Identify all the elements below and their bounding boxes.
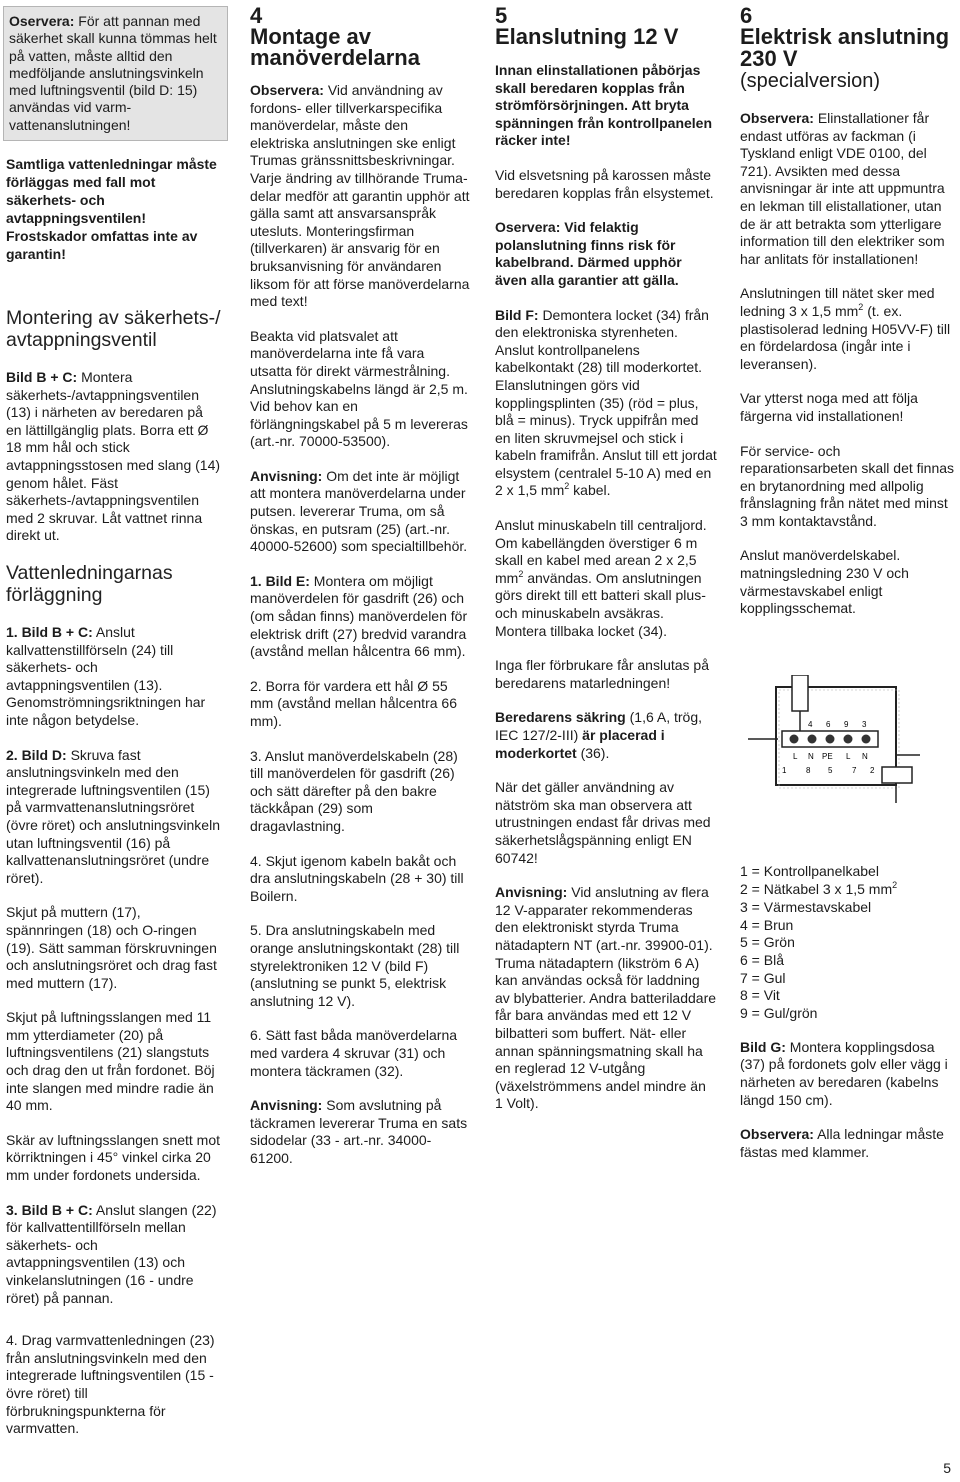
diagram-number: 5 [828,765,833,775]
paragraph-text: (t. ex. plastisolerad ledning H05VV-F) till en fördelardosa (ingår inte i leveransen). [740,302,951,372]
paragraph: Skjut på muttern (17), spännringen (18) och O-ringen (19). Sätt samman förskruvningen och anslutningsröret och drag fast med muttern (17). [6,904,217,991]
terminal-label-n: N [808,751,814,761]
paragraph: Vid elsvetsning på karossen måste beredaren kopplas från elsystemet. [495,166,714,201]
screw [862,734,871,743]
paragraph: 5. Dra anslutningskabeln med orange anslutningskontakt (28) till styrelektroniken 12 V (bild F) (anslutning se punkt 5, elektrisk anslutning 12 V). [250,922,460,1009]
terminal-label-pe: PE [822,751,833,761]
paragraph [740,1126,958,1161]
screw [844,734,853,743]
paragraph-label: Observera: [250,82,324,98]
diagram-number: 3 [862,719,867,729]
paragraph-text: Montera kopplingsdosa (37) på fordonets golv eller vägg i närheten av beredaren (kabelns längd 150 cm). [740,1038,948,1108]
terminal-label-l2: L [846,751,851,761]
paragraph [740,285,958,373]
legend-text: 2 = Nätkabel 3 x 1,5 mm [740,881,893,898]
paragraph: 2. Borra för vardera ett hål Ø 55 mm (avstånd mellan hålcentra 66 mm). [250,677,457,729]
screw [826,734,835,743]
paragraph [740,1039,958,1109]
paragraph [250,468,470,556]
paragraph-label: Anvisning: [495,884,568,901]
section-number: 6 [740,3,753,28]
wiring-diagram [748,675,933,805]
paragraph-text: Alla ledningar måste fästas med klammer. [740,1126,944,1160]
paragraph-label: Anvisning: [250,467,323,484]
paragraph: Beakta vid platsvalet att manöverdelarna inte få vara utsatta för direkt värmestrålning. Anslutningskabelns längd är 2,5 m. Vid behov kan en förlängningskabel på 5 m levereras (art.-nr. 70000-53500). [250,327,468,450]
legend-item: 7 = Gul [740,969,786,986]
paragraph-text: Om det inte är möjligt att montera manöverdelarna under putsen. levererar Truma, om så önskas, en putsram (25) (art.-nr. 40000-52600) som specialtillbehör. [250,467,468,555]
note-box [3,6,228,141]
paragraph-label: 1. Bild E: [250,572,310,589]
paragraph: Skär av luftningsslangen snett mot körriktningen i 45° vinkel cirka 20 mm under fordonets undersida. [6,1131,221,1184]
paragraph-label: 3. Bild B + C: [6,1201,93,1218]
page-number: 5 [943,1460,951,1476]
paragraph [250,1097,470,1167]
section-number: 4 [250,3,263,28]
note-label: Oservera: [9,13,75,29]
diagram-number: 4 [808,719,813,729]
paragraph-bold: är placerad i moderkortet [495,727,665,761]
legend-item: 4 = Brun [740,916,794,933]
diagram-number: 7 [852,765,857,775]
note-text: För att pannan med säkerhet skall kunna tömmas helt på vatten, måste alltid den medföljande anslutningsvinkeln med luftningsventil (bild D: 15) användas vid varm-vattenanslutningen! [9,13,217,133]
paragraph-text: Montera om möjligt manöverdelen för gasdrift (26) och (om sådan finns) manöverdelen för elektrisk drift (27) bredvid varandra (avstånd mellan hålcentra 66 mm). [250,572,468,660]
warning-text: Samtliga vattenledningar måste förläggas med fall mot säkerhets- och avtappningsventilen! Frostskador omfattas inte av garantin! [6,156,217,263]
paragraph-text: Anslut kallvattenstillförseln (24) till säkerhets- och avtappningsventilen (13). Genomströmningsriktningen har inte någon betydelse. [6,624,206,728]
screw [790,734,799,743]
diagram-number: 6 [826,719,831,729]
intro-warning: Innan elinstallationen påbörjas skall beredaren kopplas från strömförsörjningen. Att bryta spänningen från kontrollpanelen räcker inte! [495,62,713,149]
paragraph-label: 2. Bild D: [6,746,67,763]
superscript: 2 [858,301,864,312]
paragraph-label: 1. Bild B + C: [6,624,93,641]
paragraph-text: (36). [576,744,610,761]
paragraph-label: Observera: [740,1126,814,1143]
superscript: 2 [564,481,570,492]
legend-item: 9 = Gul/grön [740,1005,818,1022]
paragraph-text: användas. Om anslutningen görs direkt till ett batteri skall plus- och minuskabeln avsäkras. Montera tillbaka locket (34). [495,569,706,639]
cable-entry-2 [882,767,912,783]
paragraph: Anslut manöverdelskabel. matningsledning 230 V och värmestavskabel enligt kopplingsschemat. [740,547,909,617]
paragraph [495,307,717,501]
diagram-number: 8 [806,765,811,775]
legend-item: 3 = Värmestavskabel [740,898,872,915]
terminal-label-l: L [793,751,798,761]
paragraph-text: kabel. [569,482,611,499]
paragraph: 4. Drag varmvattenledningen (23) från anslutningsvinkeln med den integrerade luftningsventilen (15 - övre röret) till förbrukningspunkterna för varmvatten. [6,1332,215,1437]
superscript: 2 [892,880,898,891]
paragraph [495,884,717,1113]
paragraph [6,369,221,545]
paragraph: Inga fler förbrukare får anslutas på beredarens matarledningen! [495,657,710,691]
paragraph-text: Skruva fast anslutningsvinkeln med den integrerade luftningsventilen (15) på varmvattenanslutningsröret (övre röret) och anslutningsvinkeln utan luftningsventil (16) på kallvattenanslutningsröret (undre röret). [6,746,220,886]
paragraph: Skjut på luftningsslangen med 11 mm ytterdiameter (20) på luftningsventilens (21) slangstuts och drag den ut från fordonet. Böj inte slangen med mindre radie än 40 mm. [6,1009,215,1114]
paragraph [740,110,958,268]
paragraph [495,517,717,640]
paragraph-text: Demontera locket (34) från den elektroniska styrenheten. Anslut kontrollpanelens kabelkontakt (28) till moderkortet. Elanslutningen görs vid kopplingsplinten (35) (röd = plus, blå = minus). Tryck uppifrån med en liten skruvmejsel och stick i kabeln framifrån. Anslut till ett jordat elsystem (centralel 5-10 A) med en 2 x 1,5 mm [495,306,717,499]
diagram-number: 1 [782,765,787,775]
section-title: Elanslutning 12 V [495,24,679,49]
paragraph-label: Beredarens säkring [495,709,626,726]
paragraph-label: Bild G: [740,1038,786,1055]
paragraph-text: Anslut slangen (22) för kallvattentillförseln mellan säkerhets- och avtappningsventilen (13) och vinkelanslutningen (16 - undre röret) på pannan. [6,1201,217,1306]
paragraph-text: (1,6 A, trög, IEC 127/2-III) [495,709,702,743]
polarity-warning: Oservera: Vid felaktig polanslutning finns risk för kabelbrand. Därmed upphör även alla garantier att gälla. [495,219,682,288]
legend-item: 5 = Grön [740,934,795,951]
section-heading: Vattenledningarnas förläggning [6,562,173,607]
legend-item: 6 = Blå [740,951,784,968]
paragraph-text: Vid anslutning av flera 12 V-apparater rekommenderas den elektroniskt styrda Truma nätadaptern NT (art.-nr. 39900-01). Truma nätadaptern (likström 6 A) kan användas också för laddning av blybatterier. Andra batteriladdare får bara användas med ett 12 V bilbatteri som buffert. Nät- eller annan spänningsmatning skall ha en reglerad 12 V-utgång (växelströmmens andel mindre än 1 Volt). [495,884,717,1112]
column-2 [250,3,470,1184]
paragraph: 6. Sätt fast båda manöverdelarna med vardera 4 skruvar (31) och montera täckramen (32). [250,1027,458,1079]
section-subtitle: (specialversion) [740,70,881,92]
cable-entry-1 [792,675,808,711]
section-title: Montage av manöverdelarna [250,24,420,70]
paragraph-text: Anslutningen till nätet sker med ledning 3 x 1,5 mm [740,285,935,319]
column-4 [740,3,958,1178]
section-number: 5 [495,3,508,28]
paragraph: När det gäller användning av nätström ska man observera att utrustningen endast får drivas med säkerhetslågspänning enligt EN 60742! [495,779,711,866]
legend-item: 1 = Kontrollpanelkabel [740,863,879,880]
terminal-label-n2: N [862,751,868,761]
paragraph-text: Vid användning av fordons- eller tillverkarspecifika manöverdelar, måste den elektriska anslutningen ske enligt Trumas gränssnittsbeskrivningar. Varje ändring av tillhörande Truma-delar medför att garantin upphör att gälla samt att ansvarsanspråk utesluts. Monteringsfirman (tillverkaren) är ansvarig för en bruksanvisning för användaren liksom för att förse manöverdelarna med text! [250,82,470,310]
paragraph [250,82,470,311]
paragraph-label: Bild B + C: [6,369,78,386]
paragraph [495,709,717,762]
legend-item [740,881,958,899]
diagram-number: 9 [844,719,849,729]
paragraph: 4. Skjut igenom kabeln bakåt och dra anslutningskabeln (28 + 30) till Boilern. [250,852,464,904]
paragraph-label: Anvisning: [250,1097,323,1114]
paragraph-text: Elinstallationer får endast utföras av fackman (i Tyskland enligt VDE 0100, del 721). Avsikten med dessa anvisningar är inte att uppmuntra en lekman till elistallationer, utan de är att betrakta som ytterligare information till den elektriker som har anlitats för installationen! [740,110,945,267]
paragraph [6,1202,221,1308]
column-1 [6,6,221,1455]
paragraph: 3. Anslut manöverdelskabeln (28) till manöverdelen för gasdrift (26) och sätt därefter på den bakre täckkåpan (29) som dragavlastning. [250,747,458,834]
legend [740,863,958,1022]
paragraph: Var ytterst noga med att följa färgerna vid installationen! [740,390,918,424]
paragraph [6,624,221,730]
paragraph-label: Observera: [740,110,814,126]
paragraph-label: Bild F: [495,306,539,323]
legend-item: 8 = Vit [740,987,780,1004]
paragraph-text: Som avslutning på täckramen levererar Truma en sats sidodelar (33 - art.-nr. 34000-61200. [250,1097,468,1166]
paragraph [6,747,221,888]
superscript: 2 [518,568,524,579]
paragraph-text: Montera säkerhets-/avtappningsventilen (13) i närheten av beredaren på en lättillgänglig plats. Borra ett Ø 18 mm hål och stick avtappningsstosen med slang (14) genom hålet. Fäst säkerhets-/avtappningsventilen med 2 skruvar. Låt vattnet rinna direkt ut. [6,369,221,544]
paragraph [250,573,470,661]
section-heading: Montering av säkerhets-/ avtappningsventil [6,307,221,352]
paragraph: För service- och reparationsarbeten skall det finnas en brytanordning med allpolig frånslagning från nätet med minst 3 mm kontaktavstånd. [740,442,955,529]
column-3 [495,3,717,1130]
diagram-number: 2 [870,765,875,775]
section-title: Elektrisk anslutning 230 V [740,24,950,71]
paragraph-text: Anslut minuskabeln till centraljord. Om kabellängden överstiger 6 m skall en kabel med arean 2 x 2,5 mm [495,517,707,586]
screw [808,734,817,743]
